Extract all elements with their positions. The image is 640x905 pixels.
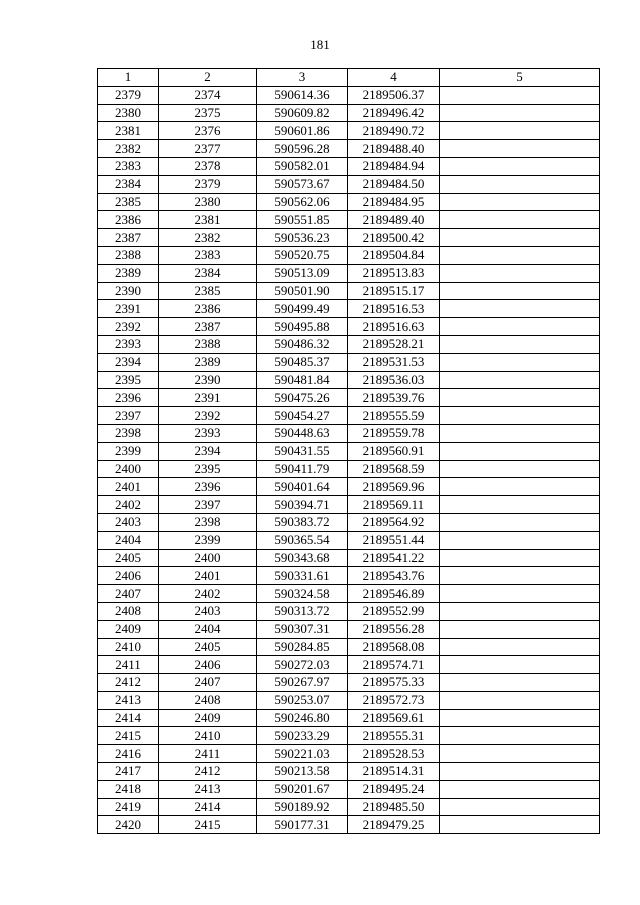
table-cell-col-4: 2189484.50 bbox=[348, 175, 440, 193]
table-cell-col-5 bbox=[440, 104, 600, 122]
table-row bbox=[98, 246, 600, 264]
table-cell-col-1: 2396 bbox=[98, 389, 159, 407]
table-cell-col-2: 2410 bbox=[159, 727, 257, 745]
table-cell-col-2: 2392 bbox=[159, 407, 257, 425]
table-cell-col-2: 2396 bbox=[159, 478, 257, 496]
table-cell-col-4: 2189569.96 bbox=[348, 478, 440, 496]
table-row bbox=[98, 300, 600, 318]
table-cell-col-2: 2391 bbox=[159, 389, 257, 407]
table-cell-col-1: 2404 bbox=[98, 531, 159, 549]
column-header-5: 5 bbox=[440, 69, 600, 87]
table-cell-col-4: 2189516.53 bbox=[348, 300, 440, 318]
table-cell-col-2: 2398 bbox=[159, 513, 257, 531]
table-cell-col-5 bbox=[440, 816, 600, 834]
table-row bbox=[98, 104, 600, 122]
table-cell-col-2: 2393 bbox=[159, 424, 257, 442]
table-cell-col-1: 2387 bbox=[98, 229, 159, 247]
table-cell-col-2: 2414 bbox=[159, 798, 257, 816]
table-row bbox=[98, 122, 600, 140]
table-cell-col-4: 2189536.03 bbox=[348, 371, 440, 389]
header-row bbox=[98, 69, 600, 87]
table-row bbox=[98, 264, 600, 282]
table-cell-col-5 bbox=[440, 478, 600, 496]
table-row bbox=[98, 602, 600, 620]
table-row bbox=[98, 585, 600, 603]
table-row bbox=[98, 656, 600, 674]
table-cell-col-3: 590551.85 bbox=[257, 211, 348, 229]
table-cell-col-4: 2189489.40 bbox=[348, 211, 440, 229]
table-row bbox=[98, 638, 600, 656]
table-cell-col-5 bbox=[440, 407, 600, 425]
table-cell-col-3: 590272.03 bbox=[257, 656, 348, 674]
table-cell-col-4: 2189559.78 bbox=[348, 424, 440, 442]
table-cell-col-3: 590501.90 bbox=[257, 282, 348, 300]
table-cell-col-5 bbox=[440, 691, 600, 709]
table-cell-col-5 bbox=[440, 798, 600, 816]
table-cell-col-3: 590313.72 bbox=[257, 602, 348, 620]
table-cell-col-2: 2385 bbox=[159, 282, 257, 300]
column-header-3: 3 bbox=[257, 69, 348, 87]
table-cell-col-5 bbox=[440, 264, 600, 282]
table-cell-col-3: 590253.07 bbox=[257, 691, 348, 709]
table-cell-col-1: 2413 bbox=[98, 691, 159, 709]
table-cell-col-4: 2189555.59 bbox=[348, 407, 440, 425]
table-cell-col-3: 590411.79 bbox=[257, 460, 348, 478]
table-cell-col-3: 590324.58 bbox=[257, 585, 348, 603]
table-cell-col-2: 2380 bbox=[159, 193, 257, 211]
table-cell-col-1: 2417 bbox=[98, 763, 159, 781]
table-cell-col-1: 2412 bbox=[98, 674, 159, 692]
table-cell-col-1: 2380 bbox=[98, 104, 159, 122]
table-cell-col-3: 590513.09 bbox=[257, 264, 348, 282]
table-cell-col-1: 2419 bbox=[98, 798, 159, 816]
table-row bbox=[98, 442, 600, 460]
table-cell-col-3: 590601.86 bbox=[257, 122, 348, 140]
table-cell-col-5 bbox=[440, 389, 600, 407]
table-cell-col-2: 2382 bbox=[159, 229, 257, 247]
table-row bbox=[98, 691, 600, 709]
table-cell-col-4: 2189539.76 bbox=[348, 389, 440, 407]
table-cell-col-4: 2189560.91 bbox=[348, 442, 440, 460]
table-cell-col-1: 2402 bbox=[98, 496, 159, 514]
table-cell-col-3: 590448.63 bbox=[257, 424, 348, 442]
table-row bbox=[98, 745, 600, 763]
table-row bbox=[98, 229, 600, 247]
table-row bbox=[98, 816, 600, 834]
table-cell-col-5 bbox=[440, 211, 600, 229]
table-row bbox=[98, 157, 600, 175]
table-cell-col-1: 2382 bbox=[98, 140, 159, 158]
table-cell-col-3: 590520.75 bbox=[257, 246, 348, 264]
table-cell-col-3: 590383.72 bbox=[257, 513, 348, 531]
table-cell-col-1: 2381 bbox=[98, 122, 159, 140]
table-cell-col-5 bbox=[440, 496, 600, 514]
table-cell-col-4: 2189568.59 bbox=[348, 460, 440, 478]
table-cell-col-5 bbox=[440, 246, 600, 264]
table-cell-col-1: 2390 bbox=[98, 282, 159, 300]
table-cell-col-1: 2409 bbox=[98, 620, 159, 638]
table-cell-col-1: 2403 bbox=[98, 513, 159, 531]
table-row bbox=[98, 371, 600, 389]
table-cell-col-4: 2189546.89 bbox=[348, 585, 440, 603]
table-cell-col-4: 2189485.50 bbox=[348, 798, 440, 816]
table-cell-col-3: 590573.67 bbox=[257, 175, 348, 193]
table-cell-col-4: 2189528.21 bbox=[348, 335, 440, 353]
table-row bbox=[98, 549, 600, 567]
table-cell-col-5 bbox=[440, 175, 600, 193]
table-cell-col-4: 2189531.53 bbox=[348, 353, 440, 371]
table-cell-col-5 bbox=[440, 86, 600, 104]
table-cell-col-3: 590475.26 bbox=[257, 389, 348, 407]
table-cell-col-3: 590495.88 bbox=[257, 318, 348, 336]
table-cell-col-4: 2189528.53 bbox=[348, 745, 440, 763]
table-cell-col-3: 590267.97 bbox=[257, 674, 348, 692]
table-cell-col-4: 2189552.99 bbox=[348, 602, 440, 620]
table-body bbox=[98, 86, 600, 833]
column-header-2: 2 bbox=[159, 69, 257, 87]
table-cell-col-2: 2405 bbox=[159, 638, 257, 656]
table-cell-col-3: 590177.31 bbox=[257, 816, 348, 834]
table-cell-col-3: 590582.01 bbox=[257, 157, 348, 175]
table-cell-col-3: 590201.67 bbox=[257, 780, 348, 798]
table-cell-col-3: 590596.28 bbox=[257, 140, 348, 158]
table-cell-col-5 bbox=[440, 442, 600, 460]
table-cell-col-4: 2189541.22 bbox=[348, 549, 440, 567]
table-cell-col-4: 2189569.61 bbox=[348, 709, 440, 727]
table-cell-col-3: 590454.27 bbox=[257, 407, 348, 425]
table-row bbox=[98, 460, 600, 478]
table-cell-col-2: 2407 bbox=[159, 674, 257, 692]
table-cell-col-4: 2189543.76 bbox=[348, 567, 440, 585]
table-cell-col-3: 590431.55 bbox=[257, 442, 348, 460]
table-cell-col-4: 2189572.73 bbox=[348, 691, 440, 709]
table-cell-col-1: 2379 bbox=[98, 86, 159, 104]
table-cell-col-5 bbox=[440, 122, 600, 140]
table-cell-col-5 bbox=[440, 371, 600, 389]
table-cell-col-1: 2384 bbox=[98, 175, 159, 193]
table-cell-col-2: 2397 bbox=[159, 496, 257, 514]
table-cell-col-2: 2404 bbox=[159, 620, 257, 638]
table-cell-col-5 bbox=[440, 656, 600, 674]
table-cell-col-5 bbox=[440, 460, 600, 478]
table-cell-col-3: 590481.84 bbox=[257, 371, 348, 389]
table-cell-col-1: 2408 bbox=[98, 602, 159, 620]
table-cell-col-1: 2398 bbox=[98, 424, 159, 442]
table-row bbox=[98, 798, 600, 816]
table-cell-col-5 bbox=[440, 335, 600, 353]
table-cell-col-1: 2395 bbox=[98, 371, 159, 389]
table-cell-col-4: 2189484.95 bbox=[348, 193, 440, 211]
table-cell-col-2: 2381 bbox=[159, 211, 257, 229]
table-row bbox=[98, 193, 600, 211]
table-cell-col-1: 2389 bbox=[98, 264, 159, 282]
table-cell-col-5 bbox=[440, 282, 600, 300]
column-header-1: 1 bbox=[98, 69, 159, 87]
table-cell-col-5 bbox=[440, 157, 600, 175]
table-cell-col-2: 2379 bbox=[159, 175, 257, 193]
table-cell-col-5 bbox=[440, 318, 600, 336]
table-cell-col-2: 2415 bbox=[159, 816, 257, 834]
table-cell-col-2: 2409 bbox=[159, 709, 257, 727]
table-cell-col-4: 2189569.11 bbox=[348, 496, 440, 514]
table-row bbox=[98, 620, 600, 638]
table-cell-col-4: 2189555.31 bbox=[348, 727, 440, 745]
table-cell-col-3: 590233.29 bbox=[257, 727, 348, 745]
table-cell-col-2: 2400 bbox=[159, 549, 257, 567]
table-cell-col-4: 2189514.31 bbox=[348, 763, 440, 781]
table-row bbox=[98, 282, 600, 300]
table-cell-col-4: 2189500.42 bbox=[348, 229, 440, 247]
table-cell-col-1: 2401 bbox=[98, 478, 159, 496]
table-cell-col-1: 2383 bbox=[98, 157, 159, 175]
table-row bbox=[98, 335, 600, 353]
table-cell-col-5 bbox=[440, 193, 600, 211]
table-cell-col-3: 590284.85 bbox=[257, 638, 348, 656]
table-row bbox=[98, 86, 600, 104]
table-cell-col-1: 2418 bbox=[98, 780, 159, 798]
table-cell-col-4: 2189479.25 bbox=[348, 816, 440, 834]
page-number: 181 bbox=[310, 37, 330, 52]
table-cell-col-4: 2189515.17 bbox=[348, 282, 440, 300]
table-row bbox=[98, 567, 600, 585]
table-cell-col-3: 590246.80 bbox=[257, 709, 348, 727]
table-cell-col-2: 2387 bbox=[159, 318, 257, 336]
table-cell-col-1: 2407 bbox=[98, 585, 159, 603]
table-cell-col-4: 2189504.84 bbox=[348, 246, 440, 264]
table-row bbox=[98, 727, 600, 745]
table-cell-col-5 bbox=[440, 709, 600, 727]
table-cell-col-1: 2410 bbox=[98, 638, 159, 656]
table-cell-col-1: 2386 bbox=[98, 211, 159, 229]
table-cell-col-1: 2400 bbox=[98, 460, 159, 478]
table-cell-col-2: 2389 bbox=[159, 353, 257, 371]
table-cell-col-3: 590562.06 bbox=[257, 193, 348, 211]
table-cell-col-2: 2401 bbox=[159, 567, 257, 585]
table-cell-col-5 bbox=[440, 531, 600, 549]
table-row bbox=[98, 175, 600, 193]
column-header-4: 4 bbox=[348, 69, 440, 87]
table-cell-col-1: 2416 bbox=[98, 745, 159, 763]
table-cell-col-2: 2412 bbox=[159, 763, 257, 781]
table-cell-col-4: 2189488.40 bbox=[348, 140, 440, 158]
table-cell-col-3: 590401.64 bbox=[257, 478, 348, 496]
table-cell-col-3: 590307.31 bbox=[257, 620, 348, 638]
table-cell-col-2: 2390 bbox=[159, 371, 257, 389]
table-cell-col-3: 590614.36 bbox=[257, 86, 348, 104]
table-cell-col-5 bbox=[440, 567, 600, 585]
table-row bbox=[98, 513, 600, 531]
table-cell-col-3: 590499.49 bbox=[257, 300, 348, 318]
table-row bbox=[98, 407, 600, 425]
table-cell-col-5 bbox=[440, 780, 600, 798]
table-cell-col-5 bbox=[440, 602, 600, 620]
table-cell-col-5 bbox=[440, 585, 600, 603]
table-cell-col-2: 2378 bbox=[159, 157, 257, 175]
table-cell-col-1: 2385 bbox=[98, 193, 159, 211]
table-cell-col-5 bbox=[440, 424, 600, 442]
table-row bbox=[98, 709, 600, 727]
table-cell-col-2: 2386 bbox=[159, 300, 257, 318]
table-cell-col-3: 590536.23 bbox=[257, 229, 348, 247]
table-cell-col-1: 2394 bbox=[98, 353, 159, 371]
table-row bbox=[98, 478, 600, 496]
table-cell-col-2: 2403 bbox=[159, 602, 257, 620]
table-row bbox=[98, 674, 600, 692]
table-cell-col-4: 2189551.44 bbox=[348, 531, 440, 549]
table-cell-col-3: 590365.54 bbox=[257, 531, 348, 549]
table-cell-col-3: 590213.58 bbox=[257, 763, 348, 781]
table-cell-col-4: 2189516.63 bbox=[348, 318, 440, 336]
table-cell-col-2: 2395 bbox=[159, 460, 257, 478]
table-cell-col-3: 590486.32 bbox=[257, 335, 348, 353]
table-cell-col-4: 2189484.94 bbox=[348, 157, 440, 175]
table-cell-col-5 bbox=[440, 229, 600, 247]
table-cell-col-4: 2189513.83 bbox=[348, 264, 440, 282]
table-cell-col-5 bbox=[440, 745, 600, 763]
table-cell-col-3: 590394.71 bbox=[257, 496, 348, 514]
table-cell-col-4: 2189490.72 bbox=[348, 122, 440, 140]
table-cell-col-1: 2411 bbox=[98, 656, 159, 674]
table-cell-col-1: 2393 bbox=[98, 335, 159, 353]
table-cell-col-1: 2406 bbox=[98, 567, 159, 585]
table-cell-col-5 bbox=[440, 620, 600, 638]
table-cell-col-4: 2189495.24 bbox=[348, 780, 440, 798]
table-cell-col-2: 2384 bbox=[159, 264, 257, 282]
table-row bbox=[98, 424, 600, 442]
table-cell-col-3: 590343.68 bbox=[257, 549, 348, 567]
table-cell-col-2: 2383 bbox=[159, 246, 257, 264]
table-cell-col-5 bbox=[440, 513, 600, 531]
table-row bbox=[98, 780, 600, 798]
table-cell-col-5 bbox=[440, 353, 600, 371]
table-row bbox=[98, 763, 600, 781]
table-cell-col-3: 590189.92 bbox=[257, 798, 348, 816]
table-cell-col-4: 2189556.28 bbox=[348, 620, 440, 638]
table-row bbox=[98, 353, 600, 371]
table-cell-col-2: 2388 bbox=[159, 335, 257, 353]
table-cell-col-1: 2415 bbox=[98, 727, 159, 745]
table-cell-col-3: 590609.82 bbox=[257, 104, 348, 122]
table-row bbox=[98, 140, 600, 158]
table-cell-col-5 bbox=[440, 300, 600, 318]
table-cell-col-2: 2411 bbox=[159, 745, 257, 763]
table-cell-col-2: 2413 bbox=[159, 780, 257, 798]
table-cell-col-2: 2376 bbox=[159, 122, 257, 140]
table-cell-col-2: 2375 bbox=[159, 104, 257, 122]
table-cell-col-5 bbox=[440, 140, 600, 158]
coordinates-table bbox=[97, 68, 600, 834]
table-cell-col-2: 2408 bbox=[159, 691, 257, 709]
table-row bbox=[98, 496, 600, 514]
table-cell-col-3: 590331.61 bbox=[257, 567, 348, 585]
table-row bbox=[98, 211, 600, 229]
table-cell-col-1: 2414 bbox=[98, 709, 159, 727]
table-cell-col-1: 2391 bbox=[98, 300, 159, 318]
table-cell-col-2: 2402 bbox=[159, 585, 257, 603]
table-cell-col-4: 2189568.08 bbox=[348, 638, 440, 656]
table-cell-col-2: 2374 bbox=[159, 86, 257, 104]
table-cell-col-1: 2399 bbox=[98, 442, 159, 460]
table-cell-col-5 bbox=[440, 727, 600, 745]
table-row bbox=[98, 318, 600, 336]
table-cell-col-2: 2399 bbox=[159, 531, 257, 549]
table-cell-col-5 bbox=[440, 763, 600, 781]
table-row bbox=[98, 389, 600, 407]
table-cell-col-1: 2397 bbox=[98, 407, 159, 425]
table-cell-col-1: 2388 bbox=[98, 246, 159, 264]
table-cell-col-3: 590221.03 bbox=[257, 745, 348, 763]
table-cell-col-2: 2406 bbox=[159, 656, 257, 674]
table-cell-col-4: 2189506.37 bbox=[348, 86, 440, 104]
table-row bbox=[98, 531, 600, 549]
table-header bbox=[98, 69, 600, 87]
table-cell-col-4: 2189564.92 bbox=[348, 513, 440, 531]
table-cell-col-5 bbox=[440, 638, 600, 656]
table-cell-col-5 bbox=[440, 674, 600, 692]
table-cell-col-4: 2189496.42 bbox=[348, 104, 440, 122]
table-cell-col-3: 590485.37 bbox=[257, 353, 348, 371]
table-cell-col-5 bbox=[440, 549, 600, 567]
table-cell-col-2: 2394 bbox=[159, 442, 257, 460]
table-cell-col-1: 2405 bbox=[98, 549, 159, 567]
table-cell-col-1: 2420 bbox=[98, 816, 159, 834]
table-cell-col-4: 2189574.71 bbox=[348, 656, 440, 674]
table-cell-col-1: 2392 bbox=[98, 318, 159, 336]
table-cell-col-2: 2377 bbox=[159, 140, 257, 158]
table-cell-col-4: 2189575.33 bbox=[348, 674, 440, 692]
